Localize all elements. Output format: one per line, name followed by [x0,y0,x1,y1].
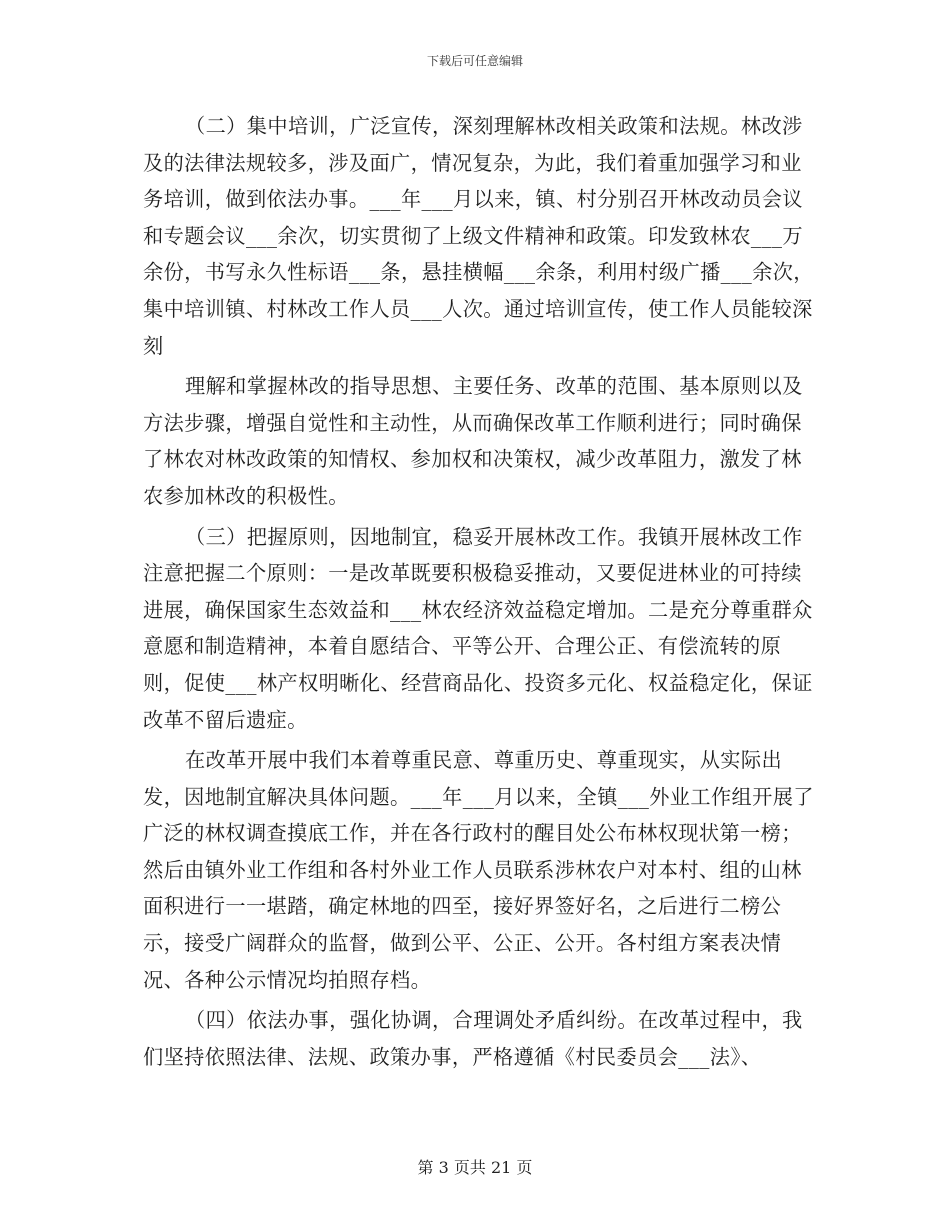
paragraph-2: 理解和掌握林改的指导思想、主要任务、改革的范围、基本原则以及方法步骤，增强自觉性和主动性，从而确保改革工作顺利进行；同时确保了林农对林改政策的知情权、参加权和决策权，减少改革阻力，激发了林农参加林改的积极性。 [143,374,803,508]
document-body [143,108,820,1079]
paragraph-1: （二）集中培训，广泛宣传，深刻理解林改相关政策和法规。林改涉及的法律法规较多，涉及面广，情况复杂，为此，我们着重加强学习和业务培训，做到依法办事。___年___月以来，镇、村分别召开林改动员会议和专题会议___余次，切实贯彻了上级文件精神和政策。印发致林农___万余份，书写永久性标语___条，悬挂横幅___余条，利用村级广播___余次，集中培训镇、村林改工作人员___人次。通过培训宣传，使工作人员能较深刻 [143,114,814,358]
paragraph-5: （四）依法办事，强化协调，合理调处矛盾纠纷。在改革过程中，我们坚持依照法律、法规、政策办事，严格遵循《村民委员会___法》、 [143,1008,803,1069]
page-number-footer: 第 3 页共 21 页 [417,1158,533,1177]
page-header: 下载后可任意编辑 [426,54,523,68]
paragraph-3: （三）把握原则，因地制宜，稳妥开展林改工作。我镇开展林改工作注意把握二个原则：一是改革既要积极稳妥推动，又要促进林业的可持续进展，确保国家生态效益和___林农经济效益稳定增加。二是充分尊重群众意愿和制造精神，本着自愿结合、平等公开、合理公正、有偿流转的原则，促使___林产权明晰化、经营商品化、投资多元化、权益稳定化，保证改革不留后遗症。 [143,524,813,732]
paragraph-4: 在改革开展中我们本着尊重民意、尊重历史、尊重现实，从实际出发，因地制宜解决具体问题。___年___月以来，全镇___外业工作组开展了广泛的林权调查摸底工作，并在各行政村的醒目处公布林权现状第一榜；然后由镇外业工作组和各村外业工作人员联系涉林农户对本村、组的山林面积进行一一堪踏，确定林地的四至，接好界签好名，之后进行二榜公示，接受广阔群众的监督，做到公平、公正、公开。各村组方案表决情况、各种公示情况均拍照存档。 [143,748,814,992]
